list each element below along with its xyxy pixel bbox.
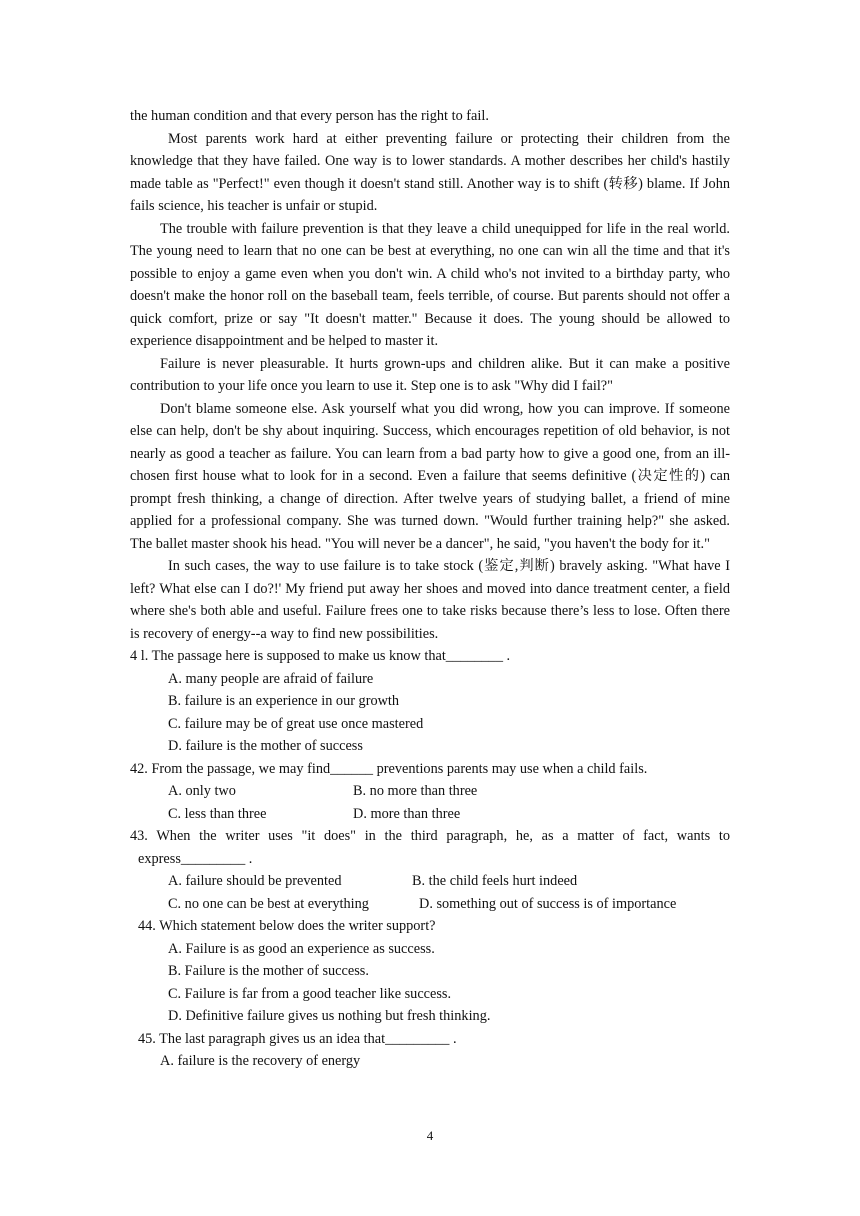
paragraph-continuation: the human condition and that every person has the right to fail. xyxy=(130,108,489,124)
options-row xyxy=(168,893,730,916)
paragraph-pleasurable: Failure is never pleasurable. It hurts grown-ups and children alike. But it can make a positive contribution to your life once you learn to use it. Step one is to ask "Why did I fail?" xyxy=(130,355,730,394)
option-a: A. failure is the recovery of energy xyxy=(160,1053,361,1069)
question-stem: 42. From the passage, we may find______ preventions parents may use when a child fails. xyxy=(130,760,648,777)
question-42 xyxy=(130,758,730,826)
question-44 xyxy=(130,915,730,1028)
question-stem-continued: express_________ . xyxy=(138,850,253,867)
option-a: A. only two xyxy=(168,783,236,799)
options-row xyxy=(168,780,730,803)
option-a: A. failure should be prevented xyxy=(168,873,342,889)
option-c: C. less than three xyxy=(168,805,267,822)
page-number: 4 xyxy=(426,1128,434,1143)
option-d: D. more than three xyxy=(353,805,461,822)
option-b: B. Failure is the mother of success. xyxy=(168,963,369,979)
option-a: A. many people are afraid of failure xyxy=(168,670,374,687)
question-43 xyxy=(130,825,730,915)
options-row xyxy=(168,803,730,826)
option-b: B. no more than three xyxy=(353,783,478,799)
option-d: D. failure is the mother of success xyxy=(168,738,363,754)
question-45 xyxy=(130,1028,730,1073)
question-stem: 44. Which statement below does the writer support? xyxy=(138,918,436,934)
passage-body xyxy=(130,105,730,1073)
option-a: A. Failure is as good an experience as success. xyxy=(168,940,435,957)
question-stem: 4 l. The passage here is supposed to make us know that________ . xyxy=(130,648,511,664)
option-b: B. the child feels hurt indeed xyxy=(412,873,578,889)
paragraph-blame: Don't blame someone else. Ask yourself what you did wrong, how you can improve. If someone else can help, don't be shy about inquiring. Success, which encourages repetition of old behavior, is not nearly as good a teacher as failure. You can learn from a bad party how to give a good one, from an ill-chosen first house what to look for in a second. Even a failure that seems definitive (决定性的) can prompt fresh thinking, a change of direction. After twelve years of studying ballet, a friend of mine applied for a professional company. She was turned down. "Would further training help?" she asked. The ballet master shook his head. "You will never be a dancer", he said, "you haven't the body for it." xyxy=(130,400,730,552)
question-stem: 45. The last paragraph gives us an idea that_________ . xyxy=(138,1030,457,1047)
option-d: D. Definitive failure gives us nothing but fresh thinking. xyxy=(168,1008,491,1024)
question-stem: 43. When the writer uses "it does" in the third paragraph, he, as a matter of fact, wants to xyxy=(130,828,730,844)
option-d: D. something out of success is of importance xyxy=(419,895,677,912)
option-c: C. failure may be of great use once mastered xyxy=(168,715,424,732)
option-b: B. failure is an experience in our growth xyxy=(168,693,400,709)
question-41 xyxy=(130,645,730,758)
paragraph-stock: In such cases, the way to use failure is to take stock (鉴定,判断) bravely asking. "What have I left? What else can I do?!' My friend put away her shoes and moved into dance treatment center, a field where she's both able and useful. Failure frees one to take risks because there’s less to lose. Often there is recovery of energy--a way to find new possibilities. xyxy=(130,558,730,642)
paragraph-trouble: The trouble with failure prevention is that they leave a child unequipped for life in the real world. The young need to learn that no one can be best at everything, no one can win all the time and that it's possible to enjoy a game even when you don't win. A child who's not invited to a birthday party, who doesn't make the honor roll on the baseball team, feels terrible, of course. But parents should not offer a quick comfort, prize or say "It doesn't matter." Because it does. The young should be allowed to experience disappointment and be helped to master it. xyxy=(130,220,730,349)
options-row xyxy=(168,870,730,893)
option-c: C. no one can be best at everything xyxy=(168,895,369,912)
option-c: C. Failure is far from a good teacher like success. xyxy=(168,985,452,1002)
paragraph-parents: Most parents work hard at either preventing failure or protecting their children from the knowledge that they have failed. One way is to lower standards. A mother describes her child's hastily made table as "Perfect!" even though it doesn't stand still. Another way is to shift (转移) blame. If John fails science, his teacher is unfair or stupid. xyxy=(130,130,730,214)
